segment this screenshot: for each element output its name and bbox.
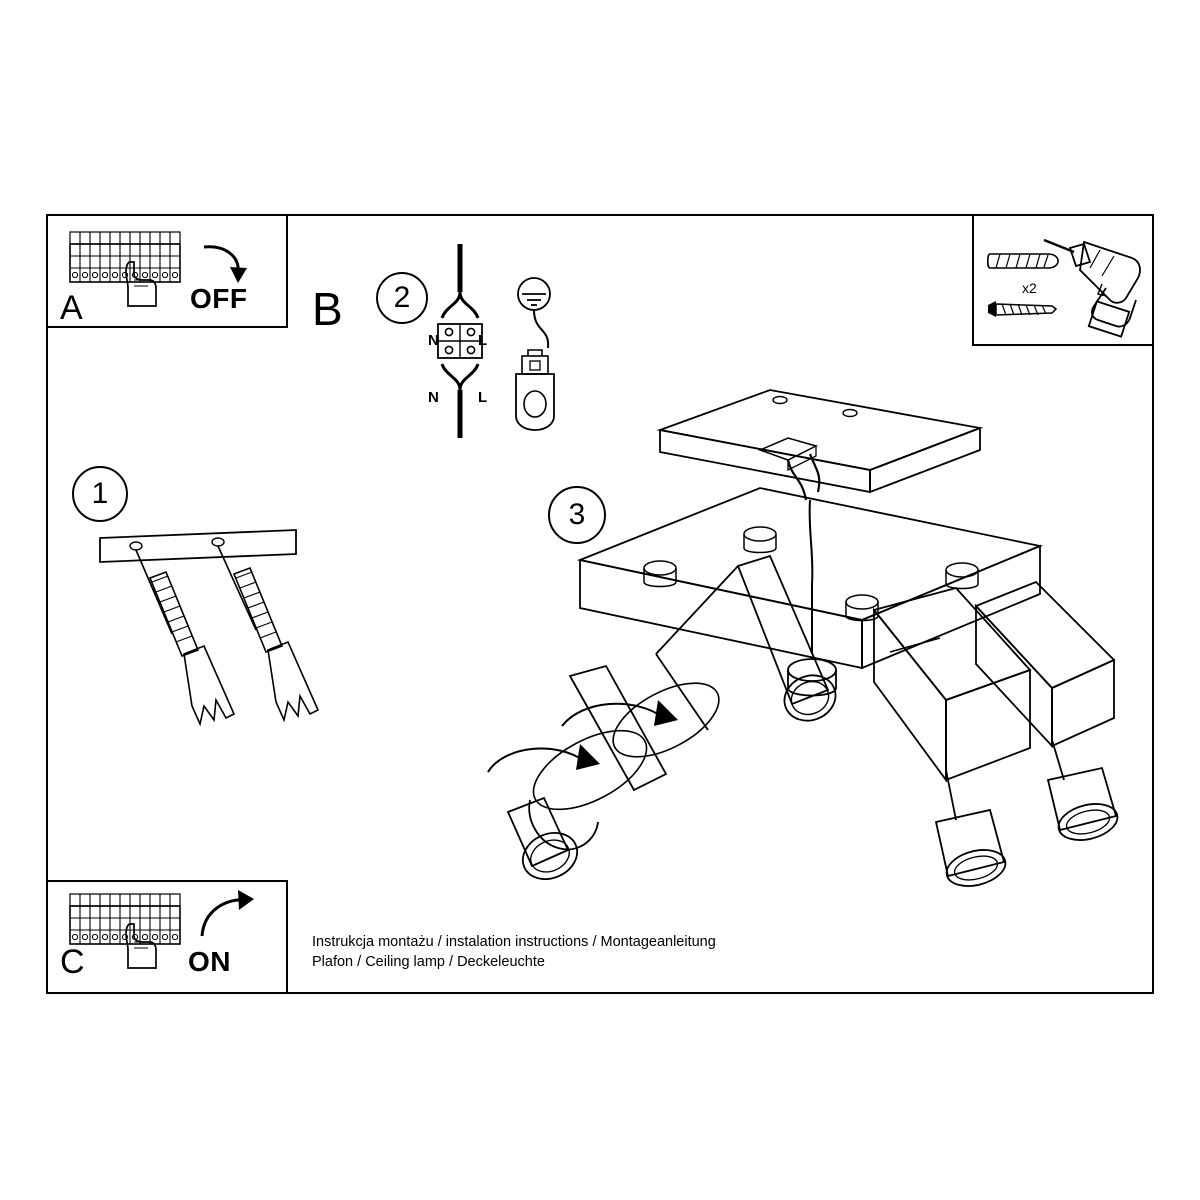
caption-block	[312, 932, 832, 972]
panel-a-letter: A	[60, 289, 83, 327]
curved-arrow-up-icon	[190, 886, 260, 942]
wire-label-n-top: N	[428, 332, 439, 349]
ceiling-plate-with-screws-icon	[88, 514, 398, 744]
tool-quantity-label: x2	[1022, 280, 1037, 296]
wire-label-n-bottom: N	[428, 389, 439, 406]
power-drill-icon	[1040, 222, 1150, 340]
caption-line-2: Plafon / Ceiling lamp / Deckeleuchte	[312, 954, 545, 970]
curved-arrow-down-icon	[196, 243, 256, 293]
caption-line-1: Instrukcja montażu / instalation instructions / Montageanleitung	[312, 934, 716, 950]
panel-c-letter: C	[60, 943, 85, 981]
panel-c-state-label: ON	[188, 946, 231, 977]
wire-label-l-bottom: L	[478, 389, 488, 406]
step-number-1: 1	[72, 466, 128, 522]
step-number-3: 3	[548, 486, 606, 544]
panel-b-letter: B	[312, 283, 343, 335]
step-number-2: 2	[376, 272, 428, 324]
panel-a-state-label: OFF	[190, 283, 248, 314]
wire-label-l-top: L	[478, 332, 488, 349]
four-spot-ceiling-lamp-icon	[470, 370, 1150, 960]
